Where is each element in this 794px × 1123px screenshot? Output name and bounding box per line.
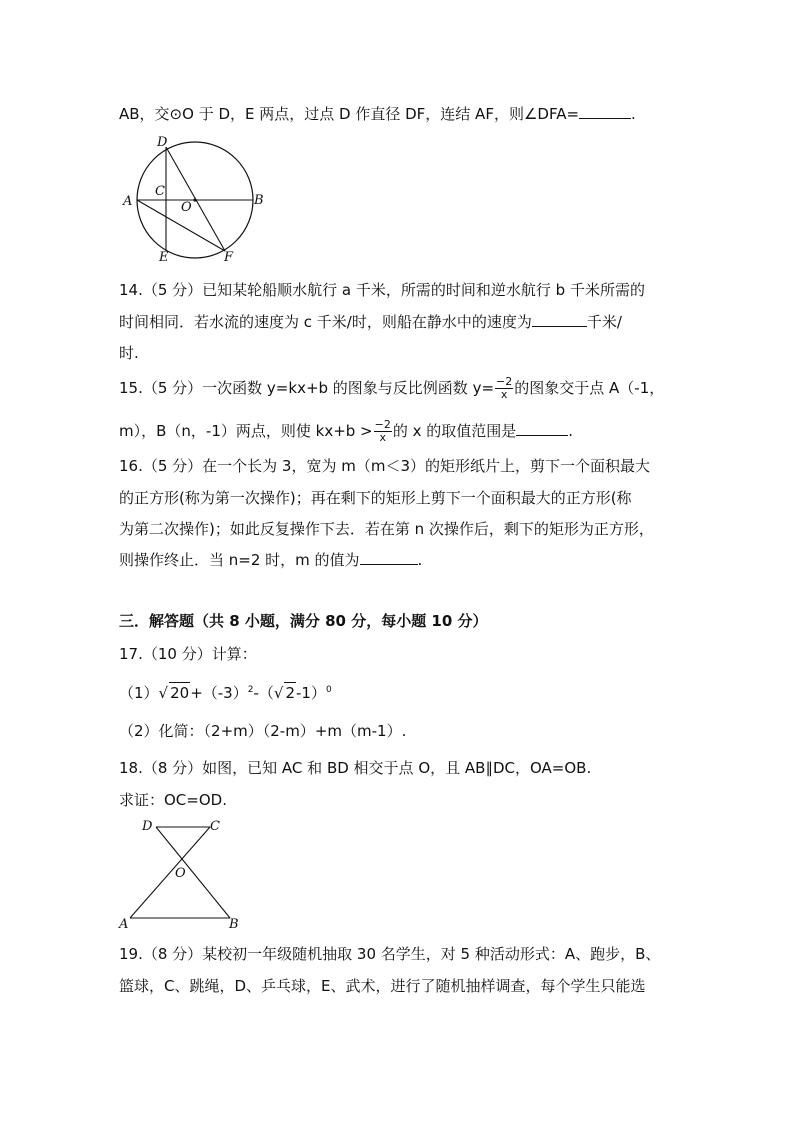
q14-line2	[119, 312, 622, 332]
sqrt-symbol: √	[158, 684, 169, 702]
q15-end: .	[568, 422, 574, 440]
q18-line2: 求证：OC=OD.	[119, 791, 227, 809]
q14-line3: 时.	[119, 344, 139, 362]
label-b: B	[229, 917, 239, 932]
q14-unit: 千米/	[586, 313, 622, 331]
label-c: C	[210, 819, 220, 834]
exponent: 2	[247, 685, 254, 695]
label-e: E	[159, 250, 169, 264]
q13-end: .	[631, 105, 636, 123]
q13-text: AB，交⊙O 于 D，E 两点，过点 D 作直径 DF，连结 AF，则∠DFA=	[119, 105, 580, 123]
label-o: O	[181, 200, 192, 215]
label-c: C	[155, 184, 165, 199]
q16-line1: 16.（5 分）在一个长为 3，宽为 m（m＜3）的矩形纸片上，剪下一个面积最大	[119, 457, 651, 475]
label-a: A	[119, 917, 129, 932]
center-point	[193, 198, 196, 201]
label-d: D	[157, 135, 168, 150]
q17-part2: （2）化简：（2+m）（2-m）+m（m-1）.	[119, 722, 407, 740]
q15-text-c: m），B（n，-1）两点，则使 kx+b >	[119, 422, 373, 440]
q15-text-b: 的图象交于点 A（-1，	[514, 379, 665, 397]
fraction	[374, 419, 392, 444]
q15-text-d: 的 x 的取值范围是	[392, 422, 517, 440]
q17-part1	[119, 680, 332, 703]
label-a: A	[123, 194, 133, 209]
q16-end: .	[417, 551, 423, 569]
q17-title: 17.（10 分）计算：	[119, 645, 257, 663]
section-heading: 三．解答题（共 8 小题，满分 80 分，每小题 10 分）	[119, 612, 488, 630]
radicand: 2	[285, 684, 295, 702]
answer-blank	[532, 312, 587, 327]
answer-blank	[516, 421, 568, 436]
exponent: 0	[325, 685, 332, 695]
q16-line3: 为第二次操作)；如此反复操作下去．若在第 n 次操作后，剩下的矩形为正方形，	[119, 520, 654, 538]
q18-line1: 18.（8 分）如图，已知 AC 和 BD 相交于点 O，且 AB∥DC，OA=OB.	[119, 759, 592, 777]
circle-figure	[118, 134, 268, 264]
fraction	[495, 376, 513, 401]
q14-text: 时间相同．若水流的速度为 c 千米/时，则船在静水中的速度为	[119, 313, 532, 331]
answer-blank	[360, 550, 418, 565]
q16-line4	[119, 550, 422, 570]
fraction-denominator: x	[500, 388, 508, 401]
q16-text: 则操作终止．当 n=2 时，m 的值为	[119, 551, 360, 569]
q15-line2	[119, 419, 573, 444]
q14-line1: 14.（5 分）已知某轮船顺水航行 a 千米，所需的时间和逆水航行 b 千米所需的	[119, 281, 645, 299]
q19-line2: 篮球，C、跳绳，D、乒乓球，E、武术，进行了随机抽样调查，每个学生只能选	[119, 977, 646, 995]
triangle-figure	[118, 815, 248, 933]
q15-text: 15.（5 分）一次函数 y=kx+b 的图象与反比例函数 y=	[119, 379, 495, 397]
fraction-numerator: −2	[374, 418, 391, 431]
fraction-denominator: x	[379, 431, 386, 444]
segment-ca	[130, 827, 210, 918]
q13-line	[119, 104, 636, 124]
expr-text: +（-3）	[190, 684, 248, 702]
label-d: D	[142, 819, 153, 834]
part-label: （1）	[119, 684, 159, 702]
expr-text: -（	[253, 684, 274, 702]
q19-line1: 19.（8 分）某校初一年级随机抽取 30 名学生，对 5 种活动形式：A、跑步，B、	[119, 945, 661, 963]
q15-line1	[119, 376, 664, 401]
radicand: 20	[170, 684, 190, 702]
label-b: B	[254, 193, 264, 208]
fraction-numerator: −2	[496, 375, 513, 388]
sqrt-symbol: √	[273, 684, 284, 702]
q16-line2: 的正方形(称为第一次操作)；再在剩下的矩形上剪下一个面积最大的正方形(称	[119, 489, 632, 507]
segment-db	[156, 827, 230, 918]
label-o: O	[175, 866, 186, 881]
expr-text: -1）	[296, 684, 326, 702]
answer-blank	[579, 104, 631, 119]
label-f: F	[224, 250, 234, 264]
